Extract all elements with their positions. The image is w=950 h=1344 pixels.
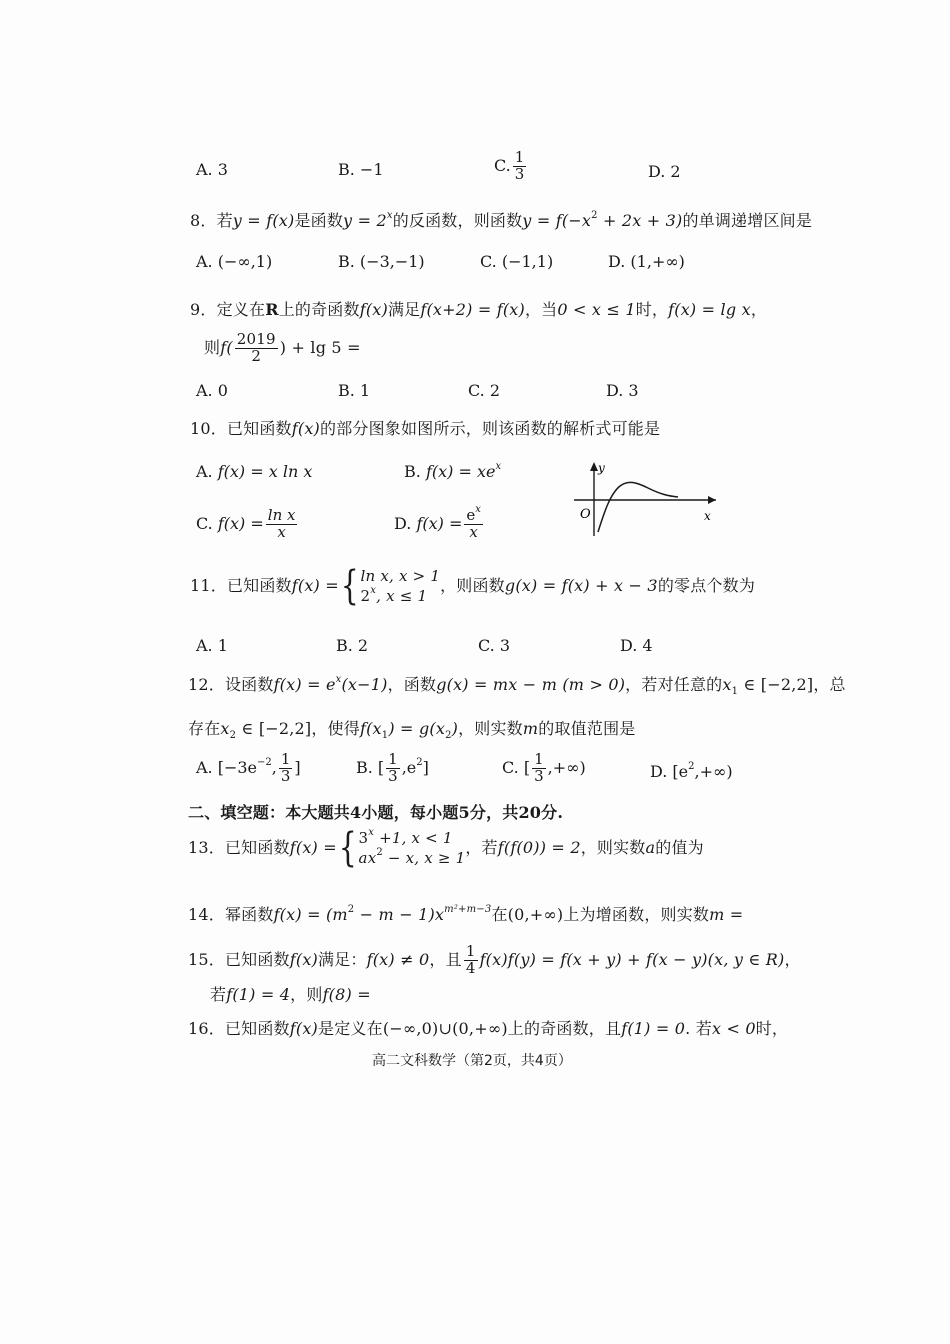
q13-stem: 13．已知函数f(x) ={ $3^x +1$, x < 1 $ax^2 - x$, x ≥ 1 ，若f(f(0)) = 2，则实数a的值为: [188, 825, 704, 872]
q8-option-a: A. (−∞,1): [196, 252, 273, 271]
q11-brace: {: [340, 563, 359, 610]
q9-option-b: B. 1: [338, 381, 371, 400]
q16-stem: 16．已知函数f(x)是定义在(−∞,0)∪(0,+∞)上的奇函数，且f(1) = 0. 若x < 0时，: [188, 1019, 789, 1038]
q12-stem: 12．设函数$f(x) = e^x(x-1)$，函数g(x) = mx − m (m > 0)，若对任意的$x_1$ ∈ [−2,2]，总: [188, 674, 846, 697]
q7-option-b: B. −1: [338, 160, 384, 179]
q7-option-a: A. 3: [196, 160, 228, 179]
q11-option-a: A. 1: [196, 636, 228, 655]
q8-option-c: C. (−1,1): [480, 252, 554, 271]
q9-option-d: D. 3: [606, 381, 639, 400]
graph-curve: [598, 482, 678, 532]
q10-option-b: B. $f(x) = xe^x$: [404, 461, 502, 481]
q11-option-c: C. 3: [478, 636, 511, 655]
graph-y-label: y: [598, 461, 605, 475]
q14-stem: 14．幂函数$f(x) = (m^2 - m - 1)x^{m^2+m-3}$在(0,+∞)上为增函数，则实数m =: [188, 904, 744, 924]
q15-stem: 15．已知函数f(x)满足：f(x) ≠ 0，且 $\frac{1}{4}$ f(x)f(y) = f(x + y) + f(x − y)(x, y ∈ R)，: [188, 942, 801, 977]
q15-stem-line2: 若f(1) = 4，则f(8) =: [210, 985, 371, 1004]
q10-option-c: C. f(x) = $\frac{\text{ln x}}{x}$: [196, 506, 296, 541]
q11-option-d: D. 4: [620, 636, 653, 655]
q7-option-d: D. 2: [648, 162, 681, 181]
graph-origin-label: O: [580, 507, 591, 522]
q9-stem: 9．定义在R上的奇函数f(x)满足f(x+2) = f(x)，当0 < x ≤ 1时，f(x) = lg x，: [190, 300, 768, 319]
q13-brace: {: [338, 825, 357, 872]
page-footer: 高二文科数学（第2页，共4页）: [372, 1053, 572, 1069]
q9-option-a: A. 0: [196, 381, 228, 400]
graph-y-arrow: [590, 462, 598, 471]
q10-option-d: D. f(x) = $\frac{e^x}{x}$: [394, 504, 481, 541]
q11-option-b: B. 2: [336, 636, 369, 655]
q12-stem-line2: 存在$x_2$ ∈ [−2,2]，使得$f(x_1) = g(x_2)$，则实数m的取值范围是: [188, 719, 636, 741]
q10-option-a: A. f(x) = x ln x: [196, 462, 313, 481]
q12-option-a: A. [$-3e^{-2}$, $\frac{1}{3}$ ]: [196, 750, 301, 785]
q10-stem: 10．已知函数f(x)的部分图象如图所示，则该函数的解析式可能是: [190, 419, 661, 438]
q7-option-c: C. $\frac{1}{3}$: [494, 148, 525, 183]
q12-option-b: B. [ $\frac{1}{3}$ $,e^2$]: [356, 750, 429, 785]
q8-option-d: D. (1,+∞): [608, 252, 685, 271]
q12-option-d: D. $[e^2,+\infty)$: [650, 761, 733, 781]
q12-option-c: C. [ $\frac{1}{3}$ ,+∞): [502, 750, 586, 785]
graph-x-arrow: [708, 496, 716, 504]
graph-x-label: x: [704, 509, 711, 523]
q9-option-c: C. 2: [468, 381, 501, 400]
q8-stem: 8．若y = f(x)是函数$y = 2^x$的反函数，则函数$y = f(-x^2 + 2x + 3)$的单调递增区间是: [190, 210, 813, 230]
section2-heading: 二、填空题：本大题共4小题，每小题5分，共20分.: [188, 803, 564, 822]
q11-stem: 11．已知函数f(x) ={ ln x, x > 1 2$^x$, x ≤ 1 ，则函数g(x) = f(x) + x − 3的零点个数为: [190, 563, 756, 610]
q8-option-b: B. (−3,−1): [338, 252, 425, 271]
q10-function-graph: [568, 458, 728, 538]
q9-stem-line2: 则f( $\frac{2019}{2}$ ) + lg 5 =: [204, 330, 361, 365]
